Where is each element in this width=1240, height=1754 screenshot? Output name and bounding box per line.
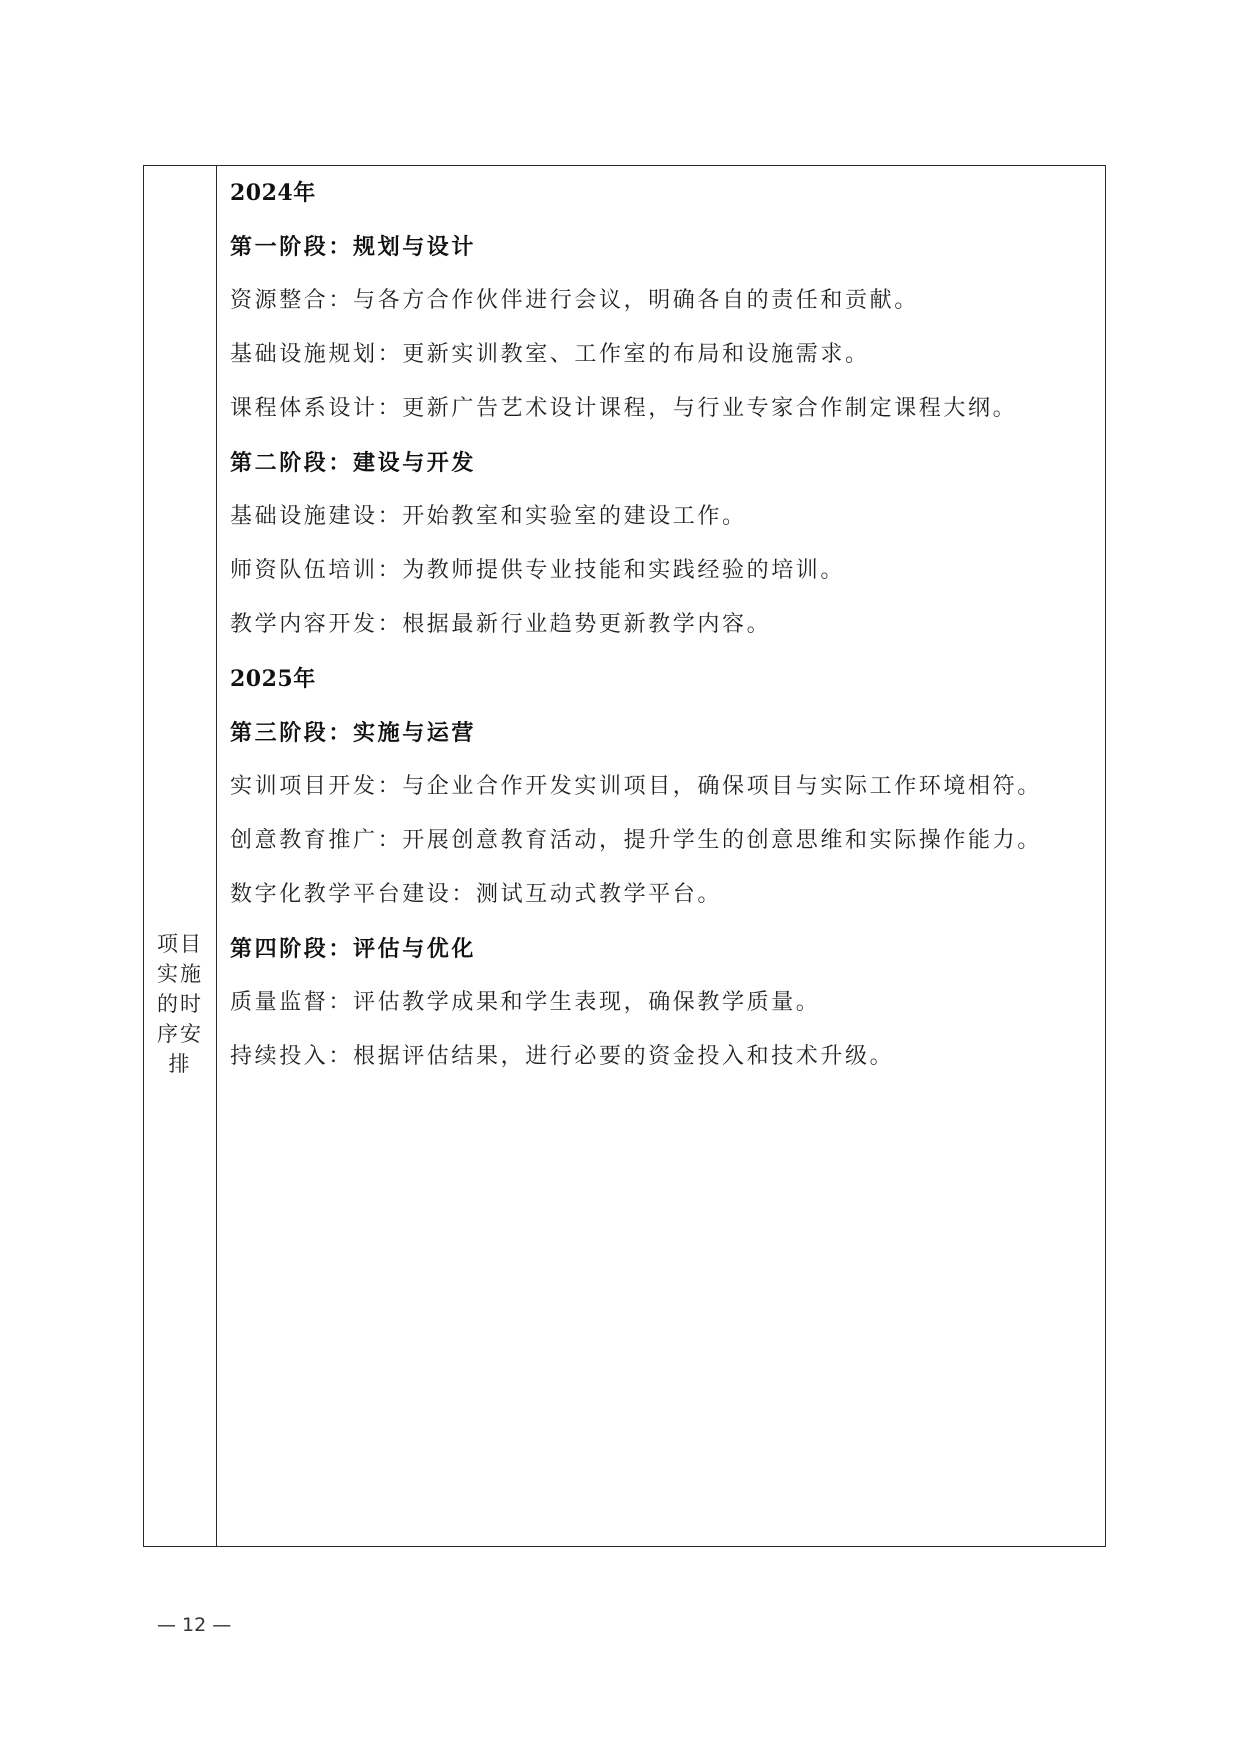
phase-3-item-1: 实训项目开发：与企业合作开发实训项目，确保项目与实际工作环境相符。 xyxy=(230,774,1042,799)
year-heading-2025: 2025年 xyxy=(230,666,316,692)
phase-3-heading: 第三阶段：实施与运营 xyxy=(230,720,477,746)
phase-4-item-1: 质量监督：评估教学成果和学生表现，确保教学质量。 xyxy=(230,990,821,1015)
phase-2-item-3: 教学内容开发：根据最新行业趋势更新教学内容。 xyxy=(230,612,772,637)
year-heading-2024: 2024年 xyxy=(230,180,316,206)
row-label: 项目实施的时序安排 xyxy=(157,932,203,1076)
phase-3-item-3: 数字化教学平台建设：测试互动式教学平台。 xyxy=(230,882,723,907)
schedule-table xyxy=(143,165,1106,1547)
page-number: — 12 — xyxy=(157,1614,232,1636)
phase-1-heading: 第一阶段：规划与设计 xyxy=(230,234,477,260)
row-label-cell xyxy=(144,166,217,1546)
phase-4-item-2: 持续投入：根据评估结果，进行必要的资金投入和技术升级。 xyxy=(230,1044,895,1069)
phase-3-item-2: 创意教育推广：开展创意教育活动，提升学生的创意思维和实际操作能力。 xyxy=(230,828,1042,853)
phase-2-item-2: 师资队伍培训：为教师提供专业技能和实践经验的培训。 xyxy=(230,558,846,583)
phase-1-item-2: 基础设施规划：更新实训教室、工作室的布局和设施需求。 xyxy=(230,342,870,367)
phase-2-heading: 第二阶段：建设与开发 xyxy=(230,450,477,476)
phase-1-item-3: 课程体系设计：更新广告艺术设计课程，与行业专家合作制定课程大纲。 xyxy=(230,396,1018,421)
phase-4-heading: 第四阶段：评估与优化 xyxy=(230,936,477,962)
phase-1-item-1: 资源整合：与各方合作伙伴进行会议，明确各自的责任和贡献。 xyxy=(230,288,919,313)
content-cell xyxy=(217,166,1105,1546)
phase-2-item-1: 基础设施建设：开始教室和实验室的建设工作。 xyxy=(230,504,747,529)
